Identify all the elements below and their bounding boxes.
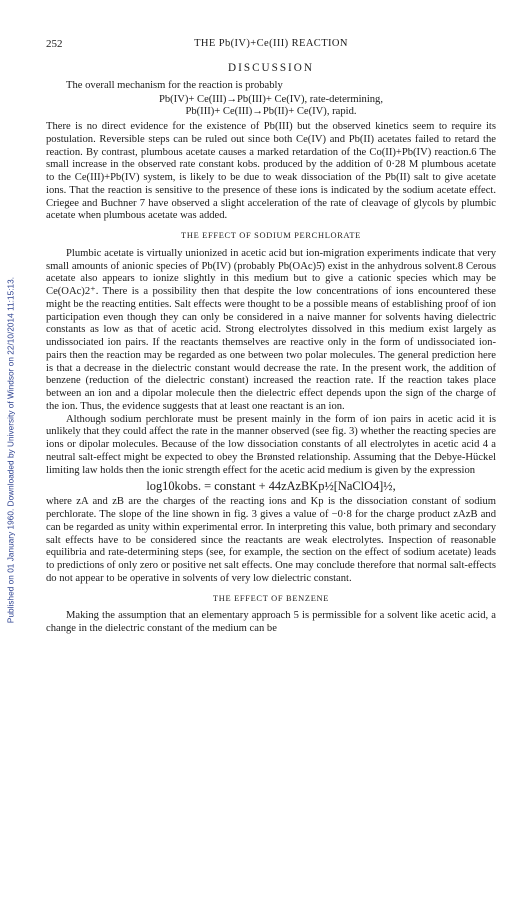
reaction-scheme (46, 94, 496, 120)
running-title: THE Pb(IV)+Ce(III) REACTION (194, 38, 348, 49)
scheme-line-2: Pb(III)+ Ce(III)→Pb(II)+ Ce(IV), rapid. (185, 106, 357, 118)
paragraph-4: where zA and zB are the charges of the reacting ions and Kp is the dissociation constant of sodium perchlorate. The slope of the line shown in fig. 3 gives a value of −0·8 for the charge product zAzB and can be regarded as unity within experimental error. In interpreting this value, both primary and secondary salt effects have to be considered since the reactants are weak electrolytes. Inspection of reasonable equilibria and rate-determining steps (see, for example, the section on the effect of sodium acetate) leads to predictions of only zero or positive net salt effects. One may conclude therefore that normal salt-effects do not appear to be operative in solvents of very low dielectric constant. (46, 496, 496, 584)
intro-text: The overall mechanism for the reaction is probably (66, 79, 283, 91)
paragraph-1: There is no direct evidence for the existence of Pb(III) but the observed kinetics seem to require its postulation. Reversible steps can be ruled out since both Ce(IV) and Pb(II) acetates failed to retard the reaction. By contrast, plumbous acetate causes a marked retardation of the Co(II)+Pb(IV) reaction.6 The small increase in the observed rate constant kobs. produced by the addition of 0·28 M plumbous acetate to the Ce(III)+Pb(IV) system, is likely to be due to weak dissociation of the Pb(II) salt to give acetate ions. That the reaction is sensitive to the presence of these ions is indicated by the sodium acetate effect. Criegee and Buchner 7 have observed a slight acceleration of the rate of cleavage of glycols by plumbic acetate when plumbous acetate was added. (46, 121, 496, 222)
paragraph-2: Plumbic acetate is virtually unionized in acetic acid but ion-migration experiments indicate that very small amounts of anionic species of Pb(IV) (probably Pb(OAc)5̄) exist in the anhydrous solvent.8 Cerous acetate also appears to ionize slightly in this medium but to give a cationic species which may be Ce(OAc)2⁺. There is a possibility then that despite the low concentrations of ions encountered these might be the reacting entities. Salt effects were thought to be a possible means of establishing proof of ion participation even though they can only be considered in a naive manner for solvents having dielectric constants as low as that of acetic acid. Strong electrolytes dissolved in this medium exist largely as undissociated ion pairs. If the reactants themselves are reactive only in the form of undissociated ion-pairs then the reaction may be regarded as one between two polar molecules. The general prediction here is that a decrease in the dielectric constant would decrease the rate. In the present work, the addition of benzene (reduction of the dielectric constant) increased the reaction rate. If the reaction takes place between an ion and a dipolar molecule then the dielectric effect depends upon the sign of the charge of the ion. Thus, the evidence suggests that at least one reactant is an ion. (46, 247, 496, 412)
scheme-line-1: Pb(IV)+ Ce(III)→Pb(III)+ Ce(IV), rate-determining, (158, 93, 384, 105)
heading-sodium-perchlorate: THE EFFECT OF SODIUM PERCHLORATE (181, 231, 361, 240)
page-number: 252 (46, 38, 63, 50)
download-watermark-text: Published on 01 January 1960. Downloaded by University of Windsor on 22/10/2014 11:15:13. (6, 276, 16, 624)
page-header (46, 38, 496, 52)
paragraph-5: Making the assumption that an elementary approach 5 is permissible for a solvent like acetic acid, a change in the dielectric constant of the medium can be (46, 610, 496, 634)
ionic-strength-equation: log10kobs. = constant + 44zAzBKp½[NaClO4]½, (146, 479, 396, 494)
heading-benzene: THE EFFECT OF BENZENE (212, 593, 330, 603)
heading-discussion: DISCUSSION (228, 62, 314, 74)
paragraph-3: Although sodium perchlorate must be present mainly in the form of ion pairs in acetic acid it is unlikely that they could affect the rate in the manner observed (see fig. 3) whether the reacting species are ions or dipolar molecules. Because of the low dissociation constants of all electrolytes in acetic acid 4 a neutral salt-effect might be expected to obey the Brønsted relationship. Assuming that the Debye-Hückel limiting law holds then the ionic strength effect for the acetic acid medium is given by the expression (46, 413, 496, 476)
article-page (46, 38, 496, 636)
download-watermark (4, 140, 18, 760)
